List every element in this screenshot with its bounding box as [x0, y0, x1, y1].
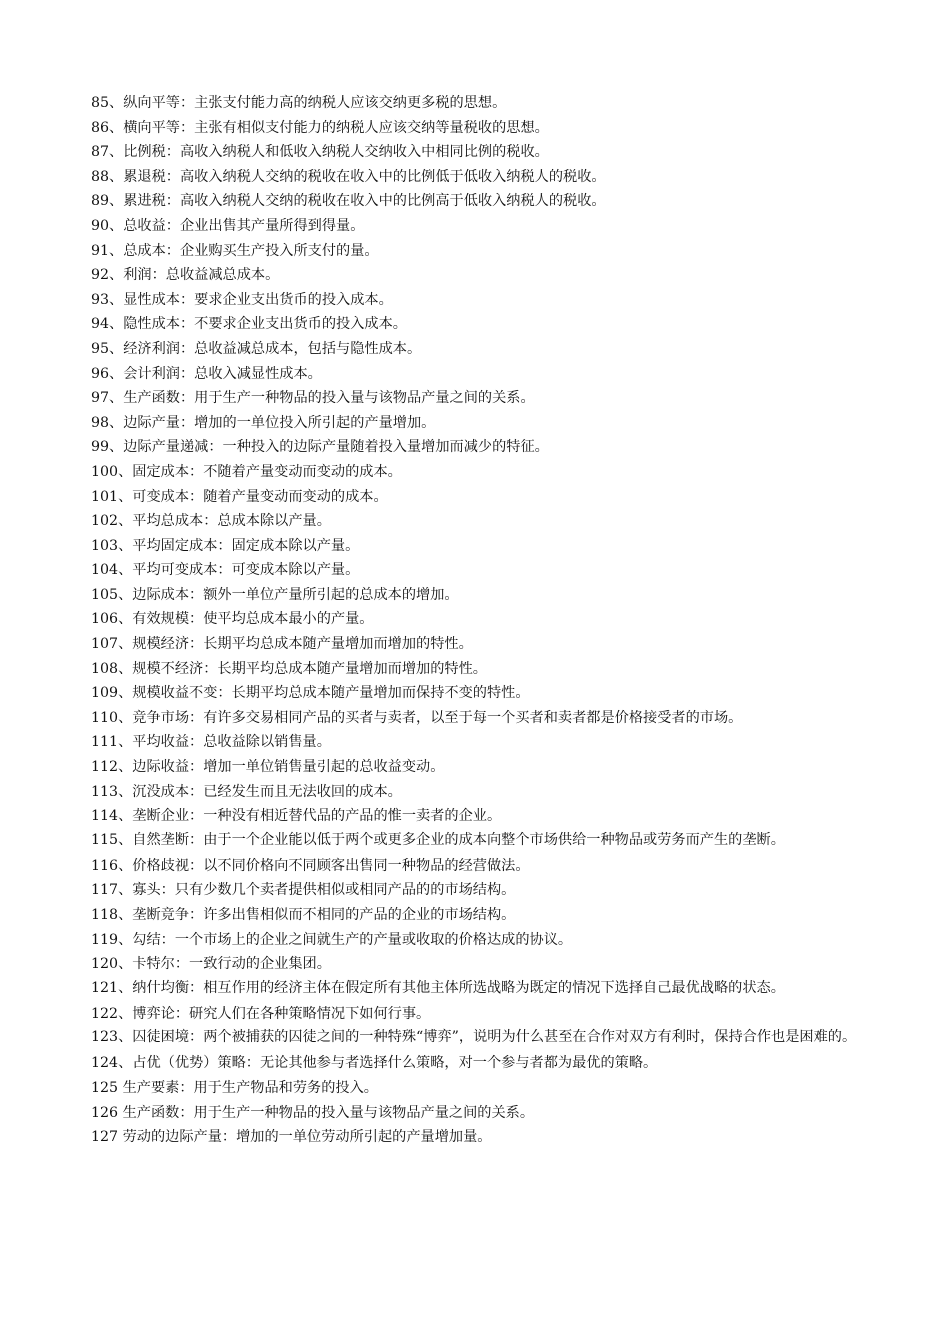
entry-85: 85、纵向平等：主张支付能力高的纳税人应该交纳更多税的思想。	[91, 95, 507, 111]
entry-88: 88、累退税：高收入纳税人交纳的税收在收入中的比例低于低收入纳税人的税收。	[91, 168, 606, 185]
entry-103: 103、平均固定成本：固定成本除以产量。	[91, 537, 360, 554]
entry-108: 108、规模不经济：长期平均总成本随产量增加而增加的特性。	[91, 660, 487, 677]
entry-100: 100、固定成本：不随着产量变动而变动的成本。	[91, 463, 402, 480]
entry-91: 91、总成本：企业购买生产投入所支付的量。	[91, 242, 379, 259]
entry-99: 99、边际产量递减：一种投入的边际产量随着投入量增加而减少的特征。	[91, 439, 549, 456]
entry-106: 106、有效规模：使平均总成本最小的产量。	[91, 611, 374, 628]
entry-109: 109、规模收益不变：长期平均总成本随产量增加而保持不变的特性。	[91, 685, 530, 702]
entry-112: 112、边际收益：增加一单位销售量引起的总收益变动。	[91, 759, 445, 776]
entry-125: 125 生产要素：用于生产物品和劳务的投入。	[91, 1079, 378, 1096]
entry-92: 92、利润：总收益减总成本。	[91, 267, 280, 284]
entry-121: 121、纳什均衡：相互作用的经济主体在假定所有其他主体所选战略为既定的情况下选择自己最优战略的状态。	[91, 979, 785, 996]
entry-94: 94、隐性成本：不要求企业支出货币的投入成本。	[91, 316, 407, 333]
entry-97: 97、生产函数：用于生产一种物品的投入量与该物品产量之间的关系。	[91, 390, 535, 407]
entry-126: 126 生产函数：用于生产一种物品的投入量与该物品产量之间的关系。	[91, 1104, 535, 1121]
entry-122: 122、博弈论：研究人们在各种策略情况下如何行事。	[91, 1005, 431, 1022]
entry-113: 113、沉没成本：已经发生而且无法收回的成本。	[91, 783, 402, 800]
entry-114: 114、垄断企业：一种没有相近替代品的产品的惟一卖者的企业。	[91, 808, 502, 825]
entry-115: 115、自然垄断：由于一个企业能以低于两个或更多企业的成本向整个市场供给一种物品或劳务而产生的垄断。	[91, 831, 785, 848]
entry-107: 107、规模经济：长期平均总成本随产量增加而增加的特性。	[91, 636, 473, 653]
entry-116: 116、价格歧视：以不同价格向不同顾客出售同一种物品的经营做法。	[91, 857, 530, 874]
entry-90: 90、总收益：企业出售其产量所得到得量。	[91, 217, 365, 234]
entry-98: 98、边际产量：增加的一单位投入所引起的产量增加。	[91, 414, 436, 431]
entry-105: 105、边际成本：额外一单位产量所引起的总成本的增加。	[91, 586, 459, 603]
entry-110: 110、竞争市场：有许多交易相同产品的买者与卖者，以至于每一个买者和卖者都是价格接受者的市场。	[91, 709, 743, 726]
entry-95: 95、经济利润：总收益减总成本，包括与隐性成本。	[91, 340, 422, 357]
entry-102: 102、平均总成本：总成本除以产量。	[91, 513, 331, 530]
entry-104: 104、平均可变成本：可变成本除以产量。	[91, 562, 360, 579]
entry-89: 89、累进税：高收入纳税人交纳的税收在收入中的比例高于低收入纳税人的税收。	[91, 193, 606, 210]
entry-111: 111、平均收益：总收益除以销售量。	[91, 734, 331, 751]
entry-119: 119、勾结：一个市场上的企业之间就生产的产量或收取的价格达成的协议。	[91, 931, 573, 948]
entry-124: 124、占优（优势）策略：无论其他参与者选择什么策略，对一个参与者都为最优的策略。	[91, 1055, 658, 1072]
glossary-page	[91, 91, 871, 1150]
entry-120: 120、卡特尔：一致行动的企业集团。	[91, 956, 331, 973]
entry-101: 101、可变成本：随着产量变动而变动的成本。	[91, 488, 388, 505]
entry-86: 86、横向平等：主张有相似支付能力的纳税人应该交纳等量税收的思想。	[91, 119, 549, 136]
entry-123: 123、囚徒困境：两个被捕获的囚徒之间的一种特殊“博弈”，说明为什么甚至在合作对双方有利时，保持合作也是困难的。	[91, 1029, 857, 1046]
entry-93: 93、显性成本：要求企业支出货币的投入成本。	[91, 291, 393, 308]
entry-118: 118、垄断竞争：许多出售相似而不相同的产品的企业的市场结构。	[91, 907, 516, 923]
entry-96: 96、会计利润：总收入减显性成本。	[91, 365, 322, 382]
entry-127: 127 劳动的边际产量：增加的一单位劳动所引起的产量增加量。	[91, 1129, 492, 1146]
entry-87: 87、比例税：高收入纳税人和低收入纳税人交纳收入中相同比例的税收。	[91, 144, 549, 161]
entry-117: 117、寡头：只有少数几个卖者提供相似或相同产品的的市场结构。	[91, 882, 516, 899]
